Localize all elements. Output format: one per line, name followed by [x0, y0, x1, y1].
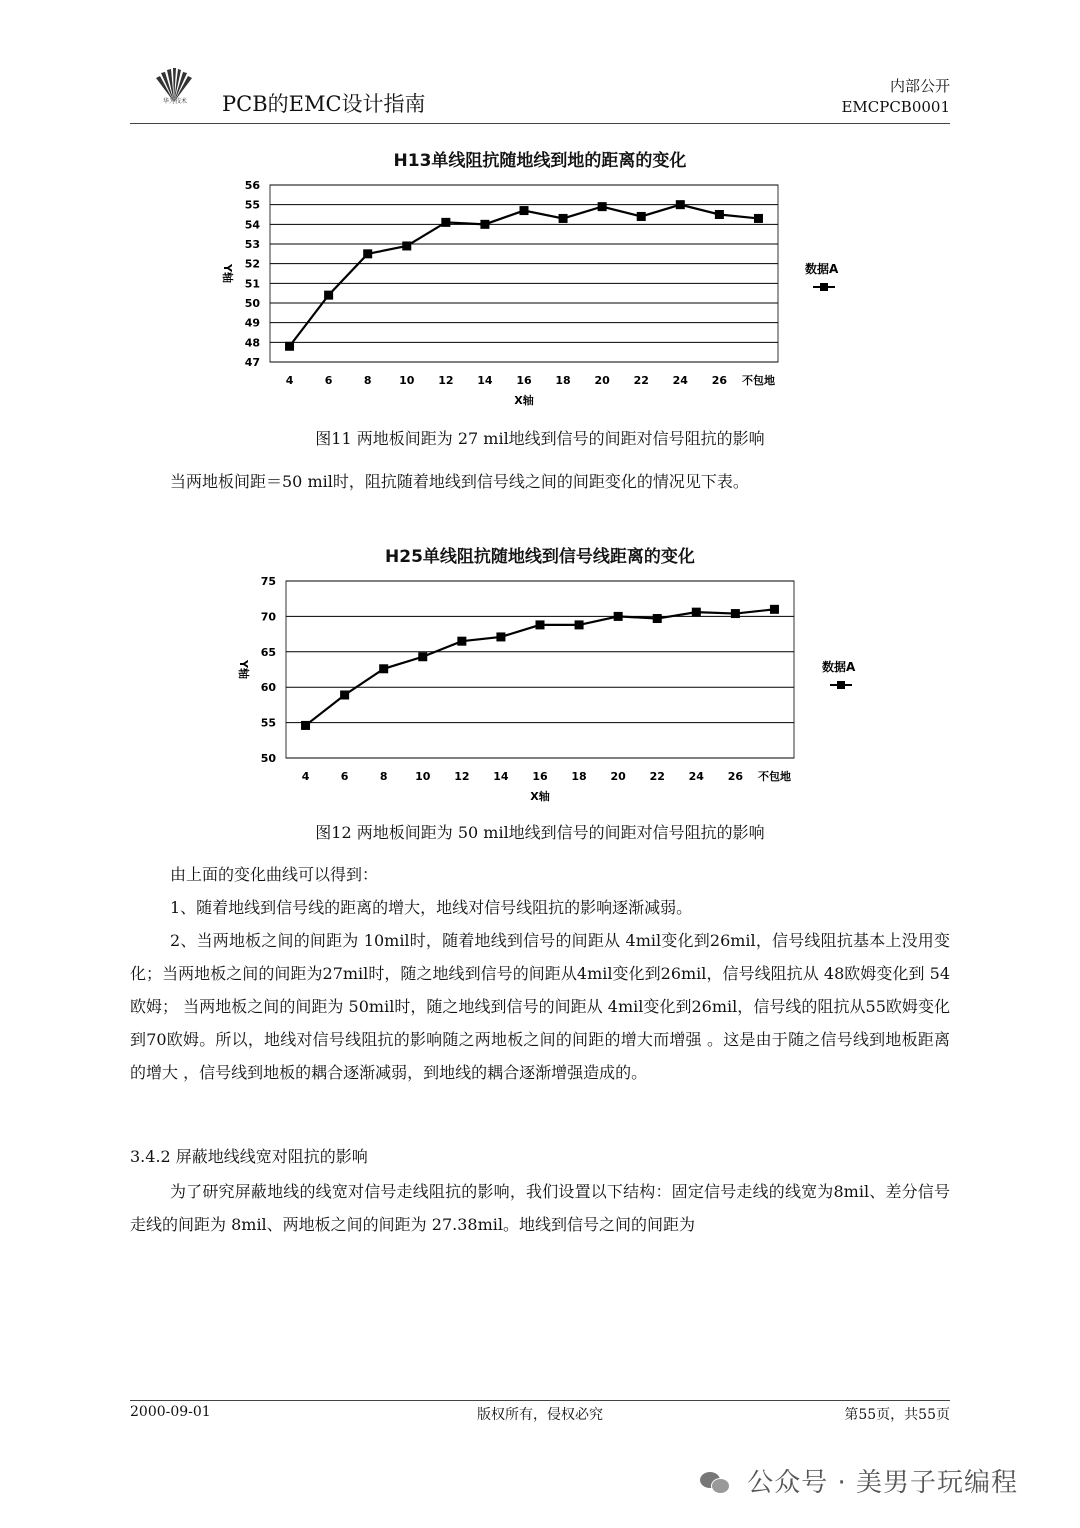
y-tick-label: 53	[244, 238, 260, 251]
data-point	[731, 609, 740, 618]
x-axis-label: X轴	[530, 790, 550, 803]
legend-marker	[837, 681, 845, 689]
data-point	[536, 620, 545, 629]
x-tick-label: 24	[688, 770, 704, 783]
footer-date: 2000-09-01	[130, 1404, 211, 1420]
y-tick-label: 55	[260, 716, 276, 730]
document-code: EMCPCB0001	[841, 98, 950, 116]
x-tick-label: 不包地	[757, 770, 791, 783]
data-point	[363, 249, 372, 258]
data-point	[402, 241, 411, 250]
y-tick-label: 49	[244, 316, 260, 330]
chart2-plot	[0, 570, 1080, 810]
x-tick-label: 10	[415, 770, 431, 783]
data-point	[692, 608, 701, 617]
data-point	[301, 721, 310, 730]
figure11-caption: 图11 两地板间距为 27 mil地线到信号的间距对信号阻抗的影响	[315, 429, 765, 448]
header-right	[841, 76, 950, 118]
watermark-text: 公众号 · 美男子玩编程	[747, 1468, 1019, 1498]
watermark	[700, 1462, 1018, 1499]
data-point	[770, 605, 779, 614]
conclusion-lead: 由上面的变化曲线可以得到：	[170, 865, 379, 884]
intro-paragraph: 当两地板间距＝50 mil时，阻抗随着地线到信号线之间的间距变化的情况见下表。	[170, 472, 749, 491]
y-tick-label: 47	[244, 356, 260, 369]
y-tick-label: 50	[244, 297, 260, 310]
data-point	[496, 632, 505, 641]
footer-copyright: 版权所有，侵权必究	[477, 1407, 603, 1423]
x-tick-label: 10	[399, 374, 415, 387]
x-tick-label: 22	[649, 770, 665, 783]
chart1-title: H13单线阻抗随地线到地的距离的变化	[393, 151, 687, 171]
x-tick-label: 6	[340, 770, 349, 783]
y-tick-label: 50	[260, 752, 276, 765]
data-point	[598, 202, 607, 211]
data-point	[379, 664, 388, 673]
x-tick-label: 20	[610, 770, 626, 783]
data-point	[754, 214, 763, 223]
x-tick-label: 22	[633, 374, 649, 387]
x-tick-label: 4	[301, 770, 310, 783]
x-tick-label: 4	[285, 374, 294, 387]
data-point	[676, 200, 685, 209]
data-point	[418, 652, 427, 661]
document-title: PCB的EMC设计指南	[222, 92, 426, 116]
data-point	[324, 291, 333, 300]
y-tick-label: 55	[244, 198, 260, 212]
header-rule	[130, 123, 950, 124]
figure12-caption: 图12 两地板间距为 50 mil地线到信号的间距对信号阻抗的影响	[315, 823, 765, 842]
x-tick-label: 18	[571, 770, 587, 783]
data-point	[575, 620, 584, 629]
y-tick-label: 48	[244, 336, 260, 350]
y-tick-label: 54	[244, 218, 260, 232]
x-tick-label: 12	[438, 374, 454, 387]
legend-label: 数据A	[805, 262, 839, 276]
section-paragraph: 为了研究屏蔽地线的线宽对信号走线阻抗的影响，我们设置以下结构：固定信号走线的线宽为8mil、差分信号 走线的间距为 8mil、两地板之间的间距为 27.38mil。地线到信号之间的间距为	[130, 1182, 950, 1234]
y-tick-label: 65	[260, 645, 276, 659]
x-tick-label: 26	[711, 374, 728, 387]
data-point	[637, 212, 646, 221]
data-point	[480, 220, 489, 229]
y-tick-label: 60	[260, 681, 276, 695]
x-axis-label: X轴	[514, 394, 534, 407]
x-tick-label: 14	[477, 374, 493, 387]
footer-rule	[130, 1400, 950, 1401]
footer-page-number: 第55页，共55页	[844, 1407, 950, 1423]
x-tick-label: 16	[532, 770, 548, 783]
x-tick-label: 26	[727, 770, 744, 783]
x-tick-label: 8	[379, 770, 388, 783]
y-tick-label: 75	[260, 575, 276, 588]
chart2-title: H25单线阻抗随地线到信号线距离的变化	[385, 547, 695, 567]
legend-label: 数据A	[822, 660, 856, 674]
data-point	[614, 612, 623, 621]
data-point	[340, 690, 349, 699]
x-tick-label: 16	[516, 374, 532, 387]
x-tick-label: 14	[493, 770, 509, 783]
logo-caption: 华为技术	[162, 98, 187, 105]
y-tick-label: 70	[260, 610, 276, 624]
legend-marker	[820, 283, 828, 291]
conclusion-point-1: 1、随着地线到信号线的距离的增大，地线对信号线阻抗的影响逐渐减弱。	[170, 898, 693, 917]
data-point	[559, 214, 568, 223]
data-point	[715, 210, 724, 219]
x-tick-label: 8	[363, 374, 372, 387]
wechat-icon	[700, 1470, 730, 1494]
x-tick-label: 20	[594, 374, 610, 387]
y-tick-label: 56	[244, 179, 260, 192]
chart1-plot	[0, 170, 1080, 415]
data-point	[285, 342, 294, 351]
classification-label: 内部公开	[889, 77, 950, 95]
y-tick-label: 51	[244, 277, 260, 291]
data-point	[653, 614, 662, 623]
y-tick-label: 52	[244, 257, 260, 271]
section-heading: 3.4.2 屏蔽地线线宽对阻抗的影响	[130, 1147, 368, 1166]
y-axis-label: Y轴	[221, 264, 234, 283]
y-axis-label: Y轴	[237, 660, 250, 679]
x-tick-label: 18	[555, 374, 571, 387]
x-tick-label: 12	[454, 770, 470, 783]
data-point	[441, 218, 450, 227]
x-tick-label: 不包地	[741, 374, 775, 387]
data-point	[520, 206, 529, 215]
data-point	[457, 637, 466, 646]
x-tick-label: 6	[324, 374, 333, 387]
conclusion-point-2: 2、当两地板之间的间距为 10mil时，随着地线到信号的间距从 4mil变化到26mil，信号线阻抗基本上没用变化；当两地板之间的间距为27mil时，随之地线到信号的间距从4mil变化到26mil，信号线阻抗从 48欧姆变化到 54欧姆； 当两地板之间的间距为 50mil时，随之地线到信号的间距从 4mil变化到26mil，信号线的阻抗从55欧姆变化到70欧姆。所以，地线对信号线阻抗的影响随之两地板之间的间距的增大而增强 。这是由于随之信号线到地板距离的增大 ，信号线到地板的耦合逐渐减弱，到地线的耦合逐渐增强造成的。	[130, 931, 950, 1082]
plot-area	[286, 581, 794, 758]
x-tick-label: 24	[672, 374, 688, 387]
